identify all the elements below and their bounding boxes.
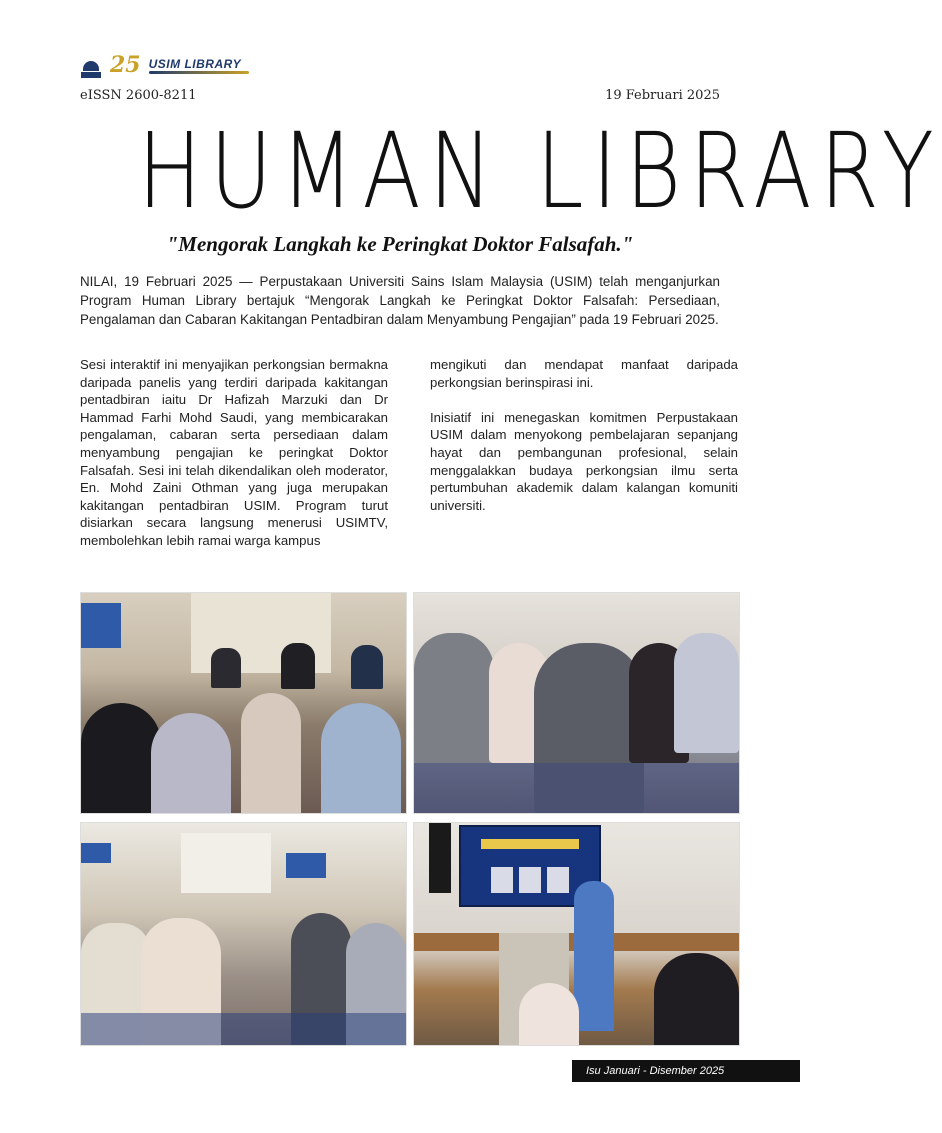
logo-row [80, 50, 249, 80]
eissn-label: eISSN 2600-8211 [80, 88, 197, 103]
page-title: HUMAN LIBRARY [137, 110, 942, 232]
audience-shape [414, 633, 494, 763]
panelist-shape [211, 648, 241, 688]
audience-shape [321, 703, 401, 813]
photo-speaker-podium [413, 822, 740, 1046]
audience-shape [81, 703, 161, 813]
photo-audience [413, 592, 740, 814]
panelist-shape [351, 645, 383, 689]
right-column-paragraph-2: Inisiatif ini menegaskan komitmen Perpustakaan USIM dalam menyokong pembelajaran sepanjang hayat dan pembangunan profesional, selain menggalakkan budaya perkongsian ilmu serta pertumbuhan akademik dalam kalangan komuniti universiti. [430, 409, 738, 513]
anniversary-mark: 25 [110, 52, 141, 78]
photo-panel-session [80, 592, 407, 814]
header-meta [80, 88, 720, 103]
audience-shape [674, 633, 739, 753]
chairs-shape [81, 1013, 406, 1045]
issue-date: 19 Februari 2025 [605, 88, 720, 103]
screen-shape [81, 843, 111, 863]
logo-swoosh [149, 71, 249, 74]
photo-hall-wide [80, 822, 407, 1046]
page-subtitle: "Mengorak Langkah ke Peringkat Doktor Falsafah." [166, 232, 634, 256]
left-column-paragraph: Sesi interaktif ini menyajikan perkongsian bermakna daripada panelis yang terdiri daripada kakitangan pentadbiran iaitu Dr Hafizah Marzuki dan Dr Hammad Farhi Mohd Saudi, yang membicarakan pengalaman, cabaran serta persediaan dalam menyambung pengajian ke peringkat Doktor Falsafah. Sesi ini telah dikendalikan oleh moderator, En. Mohd Zaini Othman yang juga merupakan kakitangan pentadbiran USIM. Program turut disiarkan secara langsung menerusi USIMTV, membolehkan lebih ramai warga kampus [80, 357, 388, 548]
issue-footer-band: Isu Januari - Disember 2025 [572, 1060, 800, 1082]
speaker-box-shape [429, 823, 451, 893]
body-column-left [80, 356, 388, 567]
audience-shape [151, 713, 231, 813]
lead-paragraph: NILAI, 19 Februari 2025 — Perpustakaan Universiti Sains Islam Malaysia (USIM) telah menganjurkan Program Human Library bertajuk “Mengorak Langkah ke Peringkat Doktor Falsafah: Persediaan, Pengalaman dan Cabaran Kakitangan Pentadbiran dalam Menyambung Pengajian” pada 19 Februari 2025. [80, 274, 720, 327]
body-column-right [430, 356, 738, 532]
audience-shape [519, 983, 579, 1045]
window-shape [181, 833, 271, 893]
usim-library-logo [149, 57, 249, 74]
audience-shape [241, 693, 301, 813]
usim-logo-icon [80, 52, 102, 78]
right-column-paragraph-1: mengikuti dan mendapat manfaat daripada perkongsian berinspirasi ini. [430, 357, 738, 390]
screen-shape [81, 603, 121, 648]
audience-shape [654, 953, 739, 1045]
speaker-shape [574, 881, 614, 1031]
library-logo-text: USIM LIBRARY [148, 56, 242, 71]
screen-shape [286, 853, 326, 878]
panelist-shape [281, 643, 315, 689]
chairs-shape [414, 763, 739, 813]
